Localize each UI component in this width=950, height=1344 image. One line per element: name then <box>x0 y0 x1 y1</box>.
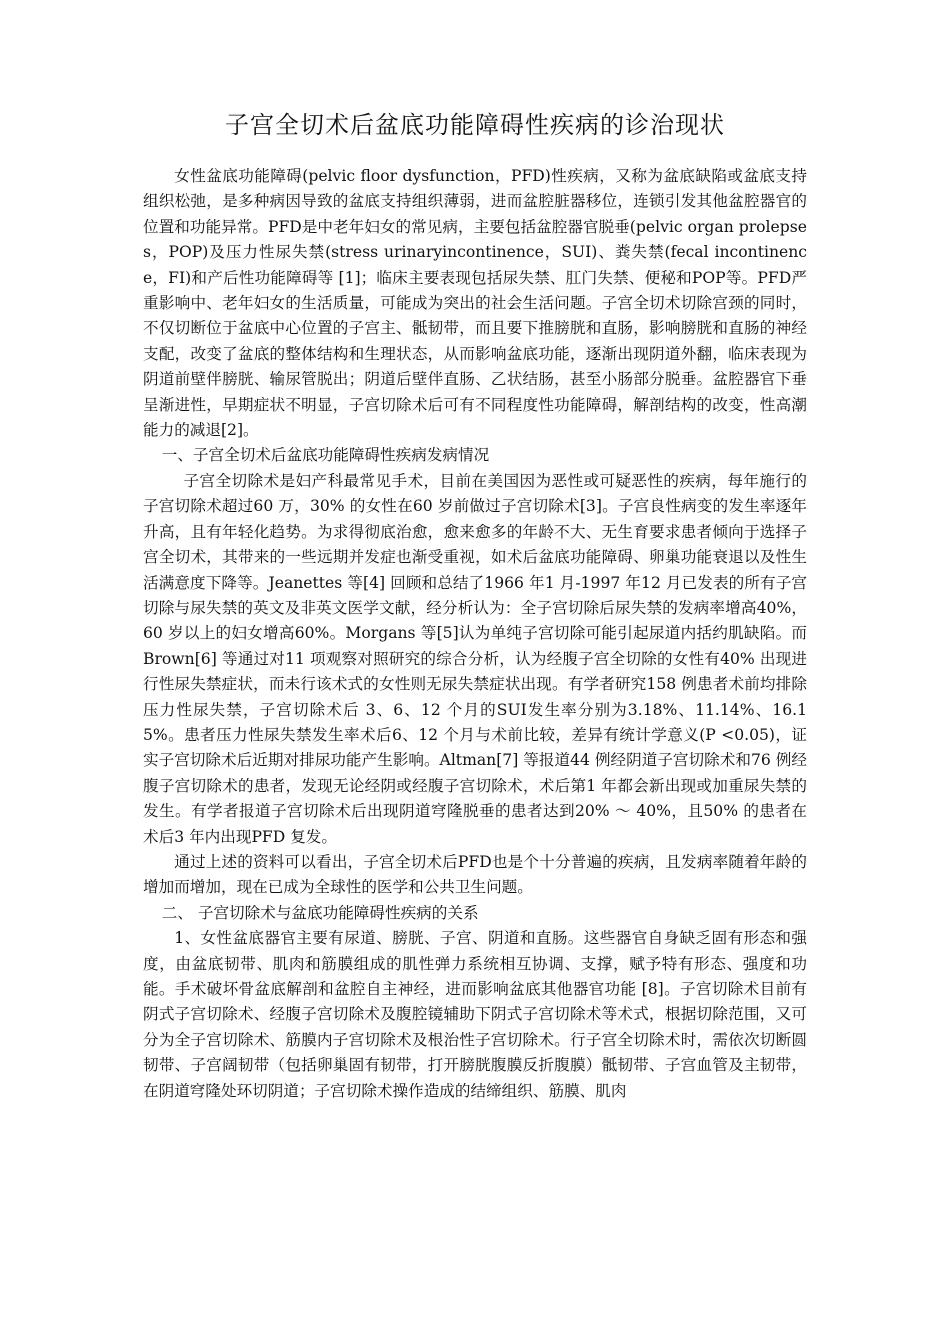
section-heading-1: 一、子宫全切术后盆底功能障碍性疾病发病情况 <box>161 446 490 465</box>
paragraph-section-2: 1、女性盆底器官主要有尿道、膀胱、子宫、阴道和直肠。这些器官自身缺乏固有形态和强度，由盆底韧带、肌肉和筋膜组成的肌性弹力系统相互协调、支撑，赋予特有形态、强度和功能。手术破坏骨盆底解剖和盆腔自主神经，进而影响盆底其他器官功能 [8]。子宫切除术目前有阴式子宫切除术、经腹子宫切除术及腹腔镜辅助下阴式子宫切除术等术式，根据切除范围，又可分为全子宫切除术、筋膜内子宫切除术及根治性子宫切除术。行子宫全切除术时，需依次切断圆韧带、子宫阔韧带（包括卵巢固有韧带，打开膀胱腹膜反折腹膜）骶韧带、子宫血管及主韧带，在阴道穹隆处环切阴道；子宫切除术操作造成的结缔组织、筋膜、肌肉 <box>143 929 807 1100</box>
paragraph-summary: 通过上述的资料可以看出，子宫全切术后PFD也是个十分普遍的疾病，且发病率随着年龄的增加而增加，现在已成为全球性的医学和公共卫生问题。 <box>143 852 807 897</box>
section-heading-2: 二、 子宫切除术与盆底功能障碍性疾病的关系 <box>161 903 479 922</box>
paragraph-intro: 女性盆底功能障碍(pelvic floor dysfunction，PFD)性疾病，又称为盆底缺陷或盆底支持组织松弛，是多种病因导致的盆底支持组织薄弱，进而盆腔脏器移位，连锁引发其他盆腔器官的位置和功能异常。PFD是中老年妇女的常见病，主要包括盆腔器官脱垂(pelvic organ prolepses，POP)及压力性尿失禁(stress urinaryincontinence，SUI)、粪失禁(fecal incontinence，FI)和产后性功能障碍等 [1]；临床主要表现包括尿失禁、肛门失禁、便秘和POP等。PFD严重影响中、老年妇女的生活质量，可能成为突出的社会生活问题。子宫全切术切除宫颈的同时，不仅切断位于盆底中心位置的子宫主、骶韧带，而且要下推膀胱和直肠，影响膀胱和直肠的神经支配，改变了盆底的整体结构和生理状态，从而影响盆底功能，逐渐出现阴道外翻，临床表现为阴道前壁伴膀胱、输尿管脱出；阴道后壁伴直肠、乙状结肠，甚至小肠部分脱垂。盆腔器官下垂呈渐进性，早期症状不明显，子宫切除术后可有不同程度性功能障碍，解剖结构的改变，性高潮能力的减退[2]。 <box>143 167 807 440</box>
paragraph-section-1: 子宫全切除术是妇产科最常见手术，目前在美国因为恶性或可疑恶性的疾病，每年施行的子宫切除术超过60 万，30% 的女性在60 岁前做过子宫切除术[3]。子宫良性病变的发生率逐年升高，且有年轻化趋势。为求得彻底治愈，愈来愈多的年龄不大、无生育要求患者倾向于选择子宫全切术，其带来的一些远期并发症也渐受重视，如术后盆底功能障碍、卵巢功能衰退以及性生活满意度下降等。Jeanettes 等[4] 回顾和总结了1966 年1 月-1997 年12 月已发表的所有子宫切除与尿失禁的英文及非英文医学文献，经分析认为：全子宫切除后尿失禁的发病率增高40%，60 岁以上的妇女增高60%。Morgans 等[5]认为单纯子宫切除可能引起尿道内括约肌缺陷。而Brown[6] 等通过对11 项观察对照研究的综合分析，认为经腹子宫全切除的女性有40% 出现进行性尿失禁症状，而未行该术式的女性则无尿失禁症状出现。有学者研究158 例患者术前均排除压力性尿失禁，子宫切除术后 3、6、12 个月的SUI发生率分别为3.18%、11.14%、16.15%。患者压力性尿失禁发生率术后6、12 个月与术前比较，差异有统计学意义(P <0.05)，证实子宫切除术后近期对排尿功能产生影响。Altman[7] 等报道44 例经阴道子宫切除术和76 例经腹子宫切除术的患者，发现无论经阴或经腹子宫切除术，术后第1 年都会新出现或加重尿失禁的发生。有学者报道子宫切除术后出现阴道穹隆脱垂的患者达到20% ～ 40%，且50% 的患者在术后3 年内出现PFD 复发。 <box>143 471 807 846</box>
document-title: 子宫全切术后盆底功能障碍性疾病的诊治现状 <box>225 111 725 139</box>
